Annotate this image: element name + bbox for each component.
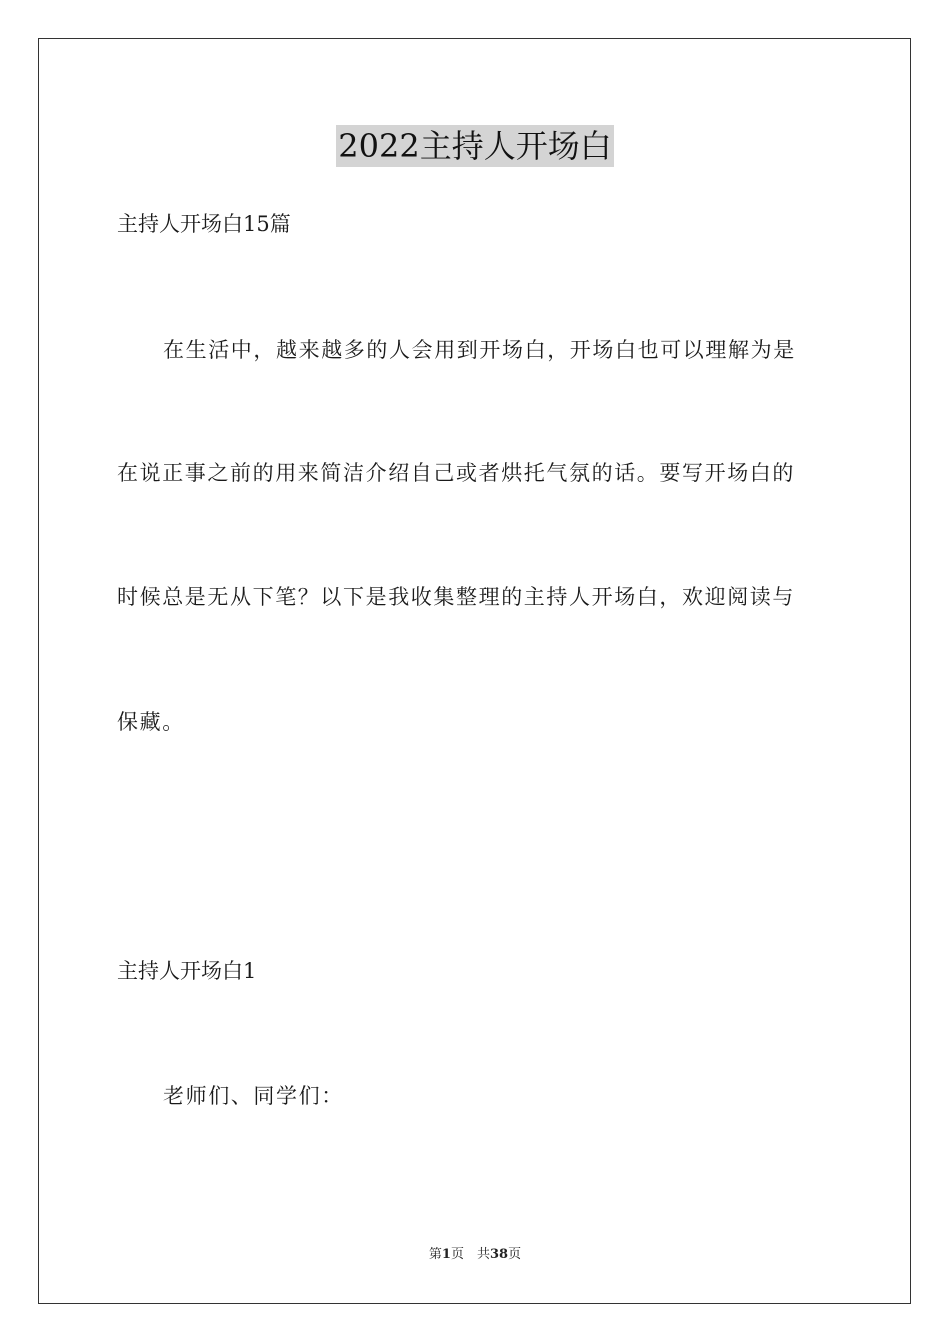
footer-current-page: 1 (441, 1247, 451, 1262)
footer-total-pages: 38 (489, 1247, 509, 1262)
section-heading: 主持人开场白1 (117, 959, 257, 983)
document-subtitle: 主持人开场白15篇 (117, 212, 291, 236)
document-title: 2022主持人开场白 (338, 127, 612, 165)
intro-line-4: 保藏。 (117, 710, 185, 734)
footer-suffix: 页 (508, 1247, 522, 1262)
intro-line-1: 在生活中，越来越多的人会用到开场白，开场白也可以理解为是 (163, 338, 796, 362)
intro-line-2: 在说正事之前的用来简洁介绍自己或者烘托气氛的话。要写开场白的 (117, 461, 795, 485)
page-footer (0, 1246, 950, 1264)
footer-prefix: 第 (428, 1247, 442, 1262)
title-container (0, 125, 950, 167)
greeting-line: 老师们、同学们： (163, 1084, 344, 1108)
intro-line-3: 时候总是无从下笔？以下是我收集整理的主持人开场白，欢迎阅读与 (117, 585, 795, 609)
footer-mid: 页 共 (450, 1247, 490, 1262)
